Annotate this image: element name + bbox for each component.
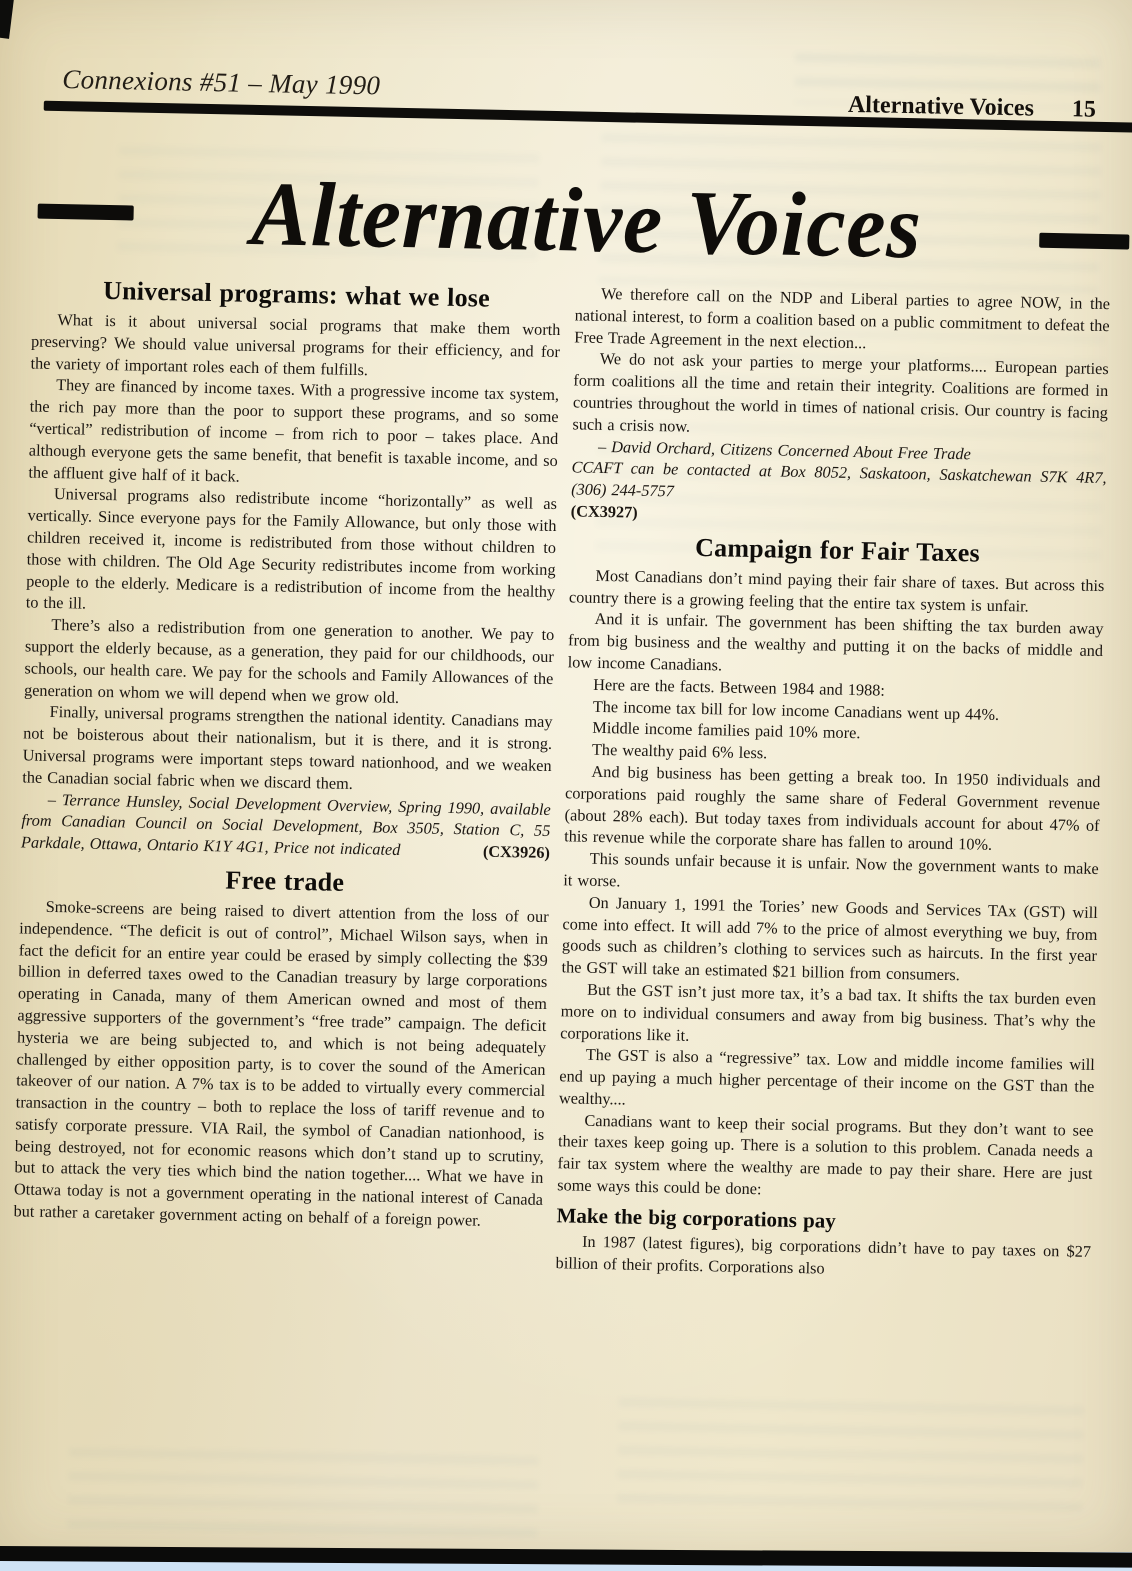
paragraph: This sounds unfair because it is unfair. Now the government wants to make it worse. (563, 848, 1099, 891)
paragraph: And big business has been getting a break too. In 1950 individuals and corporations paid roughly the same share of Federal Government revenue (about 28% each). But today taxes from individuals account for about 47% of this revenue while the corporate share has fallen to around 10%. (564, 761, 1101, 855)
paragraph: Canadians want to keep their social programs. But they don’t want to see their taxes keep going up. There is a solution to this problem. Canada needs a fair tax system where the wealthy are made to pay their share. Here are just some ways this could be done: (557, 1110, 1094, 1199)
paragraph: Middle income families paid 10% more. (592, 718, 861, 743)
masthead (36, 148, 1130, 296)
paragraph: And it is unfair. The government has been shifting the tax burden away from big business and the wealthy and putting it on the backs of middle and low income Canadians. (567, 609, 1104, 675)
paragraph: Most Canadians don’t mind paying their fair share of taxes. But across this country there is a growing feeling that the entire tax system is unfair. (568, 565, 1105, 616)
left-column (13, 271, 562, 1273)
paragraph: Finally, universal programs strengthen the national identity. Canadians may not be boisterous about their nationalism, but it is there, and it is strong. Universal programs were important steps toward nationhood, and we weaken the Canadian social fabric when we discard them. (22, 702, 553, 793)
issue-date-line: Connexions #51 – May 1990 (62, 64, 381, 101)
paragraph: They are financed by income taxes. With a progressive income tax system, the rich pay more than the poor to support these programs, and so some “vertical” redistribution of income – from rich to poor – takes place. And although everyone gets the same benefit, that benefit is taxable income, and so the affluent give half of it back. (28, 375, 560, 486)
attribution (21, 788, 551, 864)
paragraph: Smoke-screens are being raised to divert attention from the loss of our independence. “The deficit is out of control”, Michael Wilson says, when in fact the deficit for an entire year could be erased by simply collecting the $39 billion in deferred taxes owed to the Canadian treasury by large corporations operating in Canada, many of them American owned and most of them aggressive supporters of the government’s “free trade” campaign. The deficit hysteria we are being subjected to, and which is not being adequately challenged by either opposition party, is to cover the sound of the American takeover of our nation. A 7% tax is to be added to virtually every commercial transaction in the country – both to replace the loss of tariff revenue and to satisfy corporate pressure. VIA Rail, the symbol of Canadian nationhood, is being destroyed, not for economic reasons which don’t stand up to scrutiny, but to attack the very ties which bind the nation together.... What we have in Ottawa today is not a government operating in the national interest of Canada but rather a caretaker government acting on behalf of a foreign power. (13, 896, 549, 1230)
article-title-fair-taxes: Campaign for Fair Taxes (694, 532, 981, 568)
running-section-title: Alternative Voices (847, 91, 1035, 122)
page-number: 15 (1071, 96, 1097, 123)
paragraph: The wealthy paid 6% less. (591, 739, 768, 763)
article-title-free-trade: Free trade (225, 865, 345, 897)
paragraph: Here are the facts. Between 1984 and 1988: (593, 674, 886, 700)
masthead-dash-left (38, 203, 134, 220)
paragraph: We therefore call on the NDP and Liberal parties to agree NOW, in the national interest, to form a coalition based on a public commitment to defeat the Free Trade Agreement in the next election... (574, 283, 1111, 352)
paragraph: The income tax bill for low income Canadians went up 44%. (592, 696, 1000, 724)
paragraph: On January 1, 1991 the Tories’ new Goods and Services TAx (GST) will come into effect. It will add 7% to the price of almost everything we buy, from goods such as children’s clothing to services such as haircuts. In the first year the GST will take an estimated $21 billion from consumers. (561, 892, 1098, 985)
attribution-contact: CCAFT can be contacted at Box 8052, Saskatoon, Saskatchewan S7K 4R7, (306) 244-5757 (571, 457, 1107, 501)
article-title-universal-programs: Universal programs: what we lose (102, 275, 491, 313)
catalog-code: (CX3927) (570, 501, 638, 522)
masthead-dash-right (1039, 232, 1129, 249)
paragraph: But the GST isn’t just more tax, it’s a bad tax. It shifts the tax burden even more on to individual consumers and away from big business. That’s why the corporations like it. (560, 979, 1097, 1045)
paragraph: There’s also a redistribution from one generation to another. We pay to support the elderly because, as a generation, they paid for our childhoods, our schools, our health care. We pay for the schools and Family Allowances of the generation on whom we will depend when we grow old. (23, 615, 555, 707)
catalog-code: (CX3926) (482, 841, 551, 863)
masthead-title: Alternative Voices (250, 163, 923, 279)
paragraph: The GST is also a “regressive” tax. Low and middle income families will end up paying a much higher percentage of their income on the GST than the wealthy.... (558, 1045, 1095, 1109)
article-columns (13, 271, 1111, 1284)
attribution: – David Orchard, Citizens Concerned About Free Trade (597, 436, 972, 463)
paragraph: We do not ask your parties to merge your platforms.... European parties form coalitions all the time and retain their integrity. Coalitions are formed in countries throughout the world in times of national crisis. Our country is facing such a crisis now. (572, 349, 1109, 436)
paragraph: Universal programs also redistribute income “horizontally” as well as vertically. Since everyone pays for the Family Allowance, but only those with children received it, income is redistributed from those without children to those with children. The Old Age Security redistributes income from working people to the elderly. Medicare is a redistribution of income from the healthy to the ill. (25, 484, 558, 613)
attribution-text: – Terrance Hunsley, Social Development Overview, Spring 1990, available from Canadian Council on Social Development, Box 3505, Station C, 55 Parkdale, Ottawa, Ontario K1Y 4G1, Price not indicated (20, 789, 551, 860)
right-column (555, 282, 1110, 1284)
paragraph: In 1987 (latest figures), big corporations didn’t have to pay taxes on $27 billion of their profits. Corporations also (555, 1231, 1092, 1278)
subheading-make-corporations-pay: Make the big corporations pay (556, 1203, 837, 1233)
paragraph: What is it about universal social programs that make them worth preserving? We should value universal programs for their efficiency, and for the variety of important roles each of them fulfills. (30, 309, 561, 379)
